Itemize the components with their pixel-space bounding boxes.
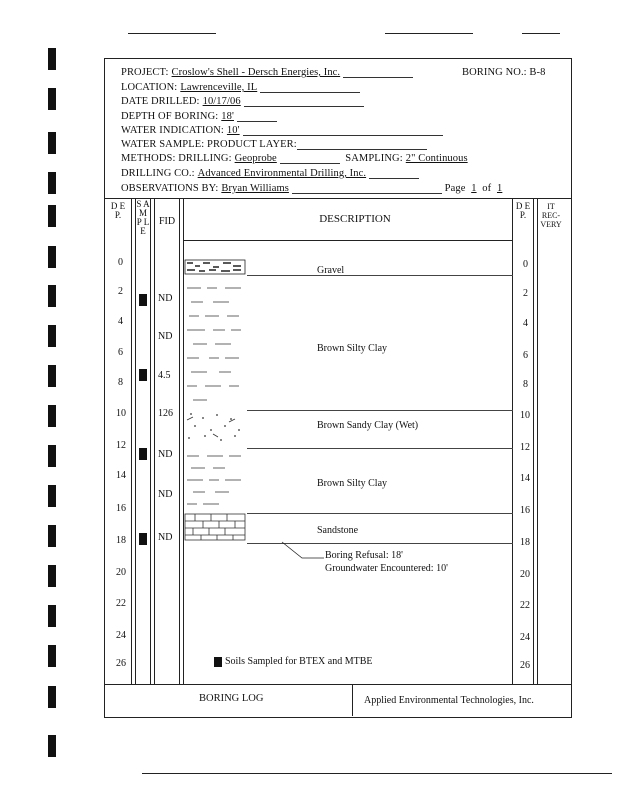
layer-description: Brown Silty Clay	[317, 343, 388, 354]
date-line: DATE DRILLED: 10/17/06	[121, 96, 364, 107]
depth-col-header: D E P.	[110, 201, 126, 220]
margin-mark	[48, 686, 56, 708]
water-indication-value: 10'	[226, 125, 240, 136]
depth-tick: 20	[116, 567, 126, 578]
depth-tick-right: 26	[520, 660, 530, 671]
boring-no-value: B-8	[529, 67, 546, 78]
header-rule	[183, 240, 513, 241]
methods-line: METHODS: DRILLING: Geoprobe SAMPLING: 2" Continuous	[121, 153, 471, 164]
lithology-graphic	[183, 258, 247, 544]
sample-marker	[139, 369, 147, 381]
depth-tick: 24	[116, 630, 126, 641]
depth-tick-right: 22	[520, 600, 530, 611]
sampling-value: 2" Continuous	[405, 153, 468, 164]
leader-line	[280, 540, 330, 570]
margin-mark	[48, 605, 56, 627]
depth-tick-right: 6	[523, 350, 528, 361]
project-value: Croslow's Shell - Dersch Energies, Inc.	[171, 67, 341, 78]
water-indication-line: WATER INDICATION: 10'	[121, 125, 443, 136]
margin-mark	[48, 405, 56, 427]
scan-line	[128, 33, 216, 34]
margin-mark	[48, 48, 56, 70]
observations-line: OBSERVATIONS BY: Bryan Williams Page 1 of 1	[121, 183, 505, 194]
description-col-header: DESCRIPTION	[319, 213, 391, 225]
table-top	[104, 198, 571, 199]
depth-tick-right: 18	[520, 537, 530, 548]
margin-mark	[48, 485, 56, 507]
fid-reading: ND	[158, 293, 173, 304]
depth-value: 18'	[221, 111, 234, 122]
layer-boundary	[247, 513, 513, 514]
col-divider	[131, 198, 132, 684]
groundwater-note: Groundwater Encountered: 10'	[325, 563, 448, 574]
legend-swatch	[214, 657, 222, 667]
page-number: 1	[471, 183, 477, 194]
depth-tick-right: 20	[520, 569, 530, 580]
depth-tick: 14	[116, 470, 126, 481]
layer-description: Sandstone	[317, 525, 359, 536]
depth-tick-right: 14	[520, 473, 530, 484]
location-line: LOCATION: Lawrenceville, IL	[121, 82, 360, 93]
margin-mark	[48, 132, 56, 154]
depth-tick: 8	[118, 377, 123, 388]
refusal-note: Boring Refusal: 18'	[325, 550, 403, 561]
margin-mark	[48, 645, 56, 667]
col-divider	[533, 198, 534, 684]
drilling-co-value: Advanced Environmental Drilling, Inc.	[197, 168, 367, 179]
depth-tick-right: 4	[523, 318, 528, 329]
layer-boundary	[247, 410, 513, 411]
depth-tick: 10	[116, 408, 126, 419]
depth-tick: 4	[118, 316, 123, 327]
depth-tick: 6	[118, 347, 123, 358]
sample-marker	[139, 294, 147, 306]
page-total: 1	[496, 183, 503, 194]
water-sample-line: WATER SAMPLE: PRODUCT LAYER:	[121, 139, 427, 150]
depth-tick-right: 12	[520, 442, 530, 453]
depth-tick-right: 24	[520, 632, 530, 643]
col-divider	[135, 198, 136, 684]
fid-reading: 126	[158, 408, 173, 419]
col-divider	[512, 198, 513, 684]
margin-mark	[48, 325, 56, 347]
fid-reading: ND	[158, 331, 173, 342]
scan-line	[142, 773, 612, 774]
layer-boundary	[247, 448, 513, 449]
drilling-co-line: DRILLING CO.: Advanced Environmental Drilling, Inc.	[121, 168, 419, 179]
margin-mark	[48, 365, 56, 387]
depth-tick: 22	[116, 598, 126, 609]
col-divider	[179, 198, 180, 684]
col-divider	[537, 198, 538, 684]
depth-right-col-header: D E P.	[515, 201, 531, 220]
margin-mark	[48, 445, 56, 467]
fid-reading: ND	[158, 449, 173, 460]
margin-mark	[48, 246, 56, 268]
layer-description: Brown Sandy Clay (Wet)	[317, 420, 419, 431]
footer-company: Applied Environmental Technologies, Inc.	[364, 695, 534, 706]
boring-no: BORING NO.: B-8	[462, 67, 546, 78]
layer-description: Gravel	[317, 265, 345, 276]
depth-line: DEPTH OF BORING: 18'	[121, 111, 277, 122]
scan-line	[385, 33, 473, 34]
depth-tick: 12	[116, 440, 126, 451]
sample-marker	[139, 533, 147, 545]
margin-mark	[48, 565, 56, 587]
table-bottom	[104, 684, 571, 685]
depth-tick: 18	[116, 535, 126, 546]
footer-divider	[352, 684, 353, 716]
depth-tick-right: 8	[523, 379, 528, 390]
depth-tick-right: 10	[520, 410, 530, 421]
margin-mark	[48, 172, 56, 194]
margin-mark	[48, 735, 56, 757]
margin-mark	[48, 285, 56, 307]
depth-tick-right: 2	[523, 288, 528, 299]
margin-mark	[48, 88, 56, 110]
drilling-value: Geoprobe	[234, 153, 277, 164]
margin-mark	[48, 205, 56, 227]
depth-tick-right: 16	[520, 505, 530, 516]
legend-text: Soils Sampled for BTEX and MTBE	[225, 656, 373, 667]
footer-title: BORING LOG	[199, 693, 264, 704]
col-divider	[154, 198, 155, 684]
sample-col-header: S A M P L E	[136, 199, 150, 236]
fid-reading: ND	[158, 532, 173, 543]
project-line: PROJECT: Croslow's Shell - Dersch Energies, Inc.	[121, 67, 413, 78]
depth-tick: 2	[118, 286, 123, 297]
depth-tick: 16	[116, 503, 126, 514]
fid-col-header: FID	[158, 216, 176, 227]
sample-marker	[139, 448, 147, 460]
layer-boundary	[247, 275, 513, 276]
depth-tick: 0	[118, 257, 123, 268]
location-value: Lawrenceville, IL	[180, 82, 258, 93]
col-divider	[150, 198, 151, 684]
fid-reading: ND	[158, 489, 173, 500]
margin-mark	[48, 525, 56, 547]
layer-description: Brown Silty Clay	[317, 478, 388, 489]
depth-tick-right: 0	[523, 259, 528, 270]
recovery-col-header: IT REC- VERY	[540, 202, 562, 229]
depth-tick: 26	[116, 658, 126, 669]
date-value: 10/17/06	[202, 96, 241, 107]
fid-reading: 4.5	[158, 370, 171, 381]
scan-line	[522, 33, 560, 34]
observations-value: Bryan Williams	[221, 183, 289, 194]
